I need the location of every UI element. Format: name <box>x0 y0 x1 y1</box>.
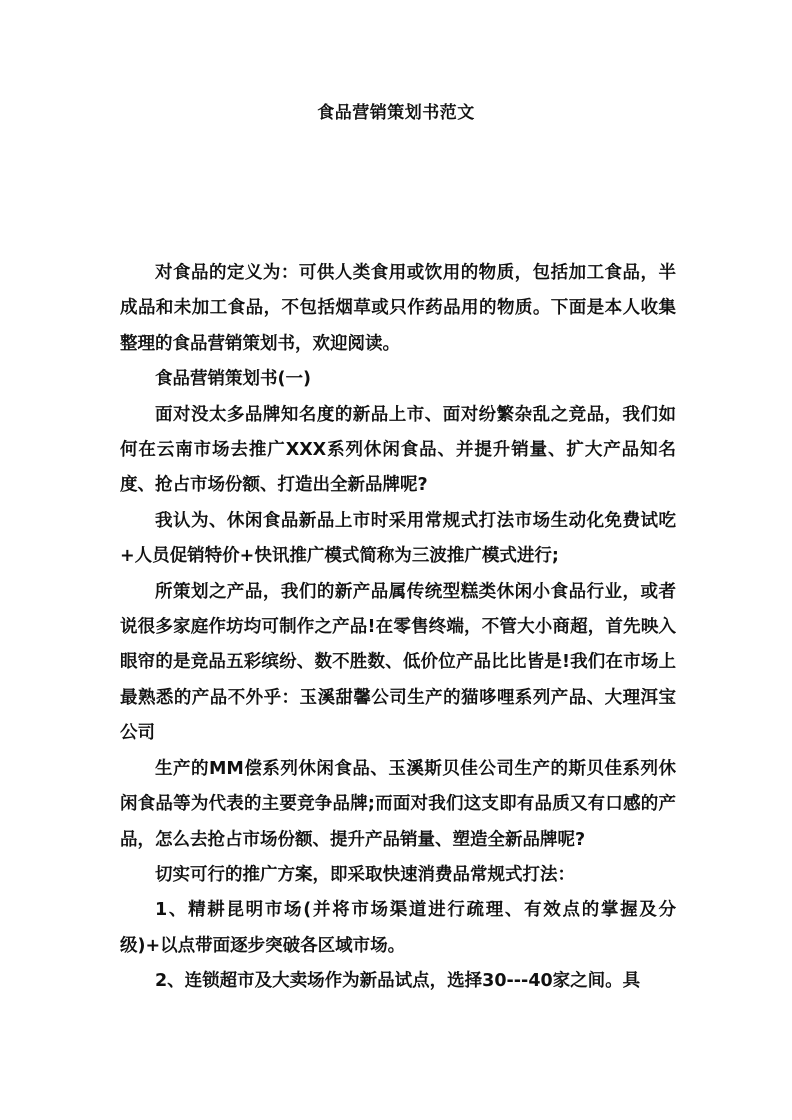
document-body <box>120 256 676 1000</box>
paragraph-strategy: 我认为、休闲食品新品上市时采用常规式打法市场生动化免费试吃+人员促销特价+快讯推广模式简称为三波推广模式进行; <box>120 510 676 567</box>
document-title: 食品营销策划书范文 <box>317 103 475 123</box>
paragraph-plan-item-2: 2、连锁超市及大卖场作为新品试点，选择30---40家之间。具 <box>155 971 641 992</box>
paragraph-competitors: 生产的MM偿系列休闲食品、玉溪斯贝佳公司生产的斯贝佳系列休闲食品等为代表的主要竞争品牌;而面对我们这支即有品质又有口感的产品，怎么去抢占市场份额、提升产品销量、塑造全新品牌呢? <box>120 758 676 850</box>
paragraph-plan-item-1: 1、精耕昆明市场(并将市场渠道进行疏理、有效点的掌握及分级)+以点带面逐步突破各区域市场。 <box>120 900 676 956</box>
paragraph-question: 面对没太多品牌知名度的新品上市、面对纷繁杂乱之竞品，我们如何在云南市场去推广XXX系列休闲食品、并提升销量、扩大产品知名度、抢占市场份额、打造出全新品牌呢? <box>120 404 676 496</box>
paragraph-section-heading: 食品营销策划书(一) <box>155 369 311 390</box>
paragraph-intro: 对食品的定义为：可供人类食用或饮用的物质，包括加工食品，半成品和未加工食品，不包括烟草或只作药品用的物质。下面是本人收集整理的食品营销策划书，欢迎阅读。 <box>120 263 676 354</box>
paragraph-plan-intro: 切实可行的推广方案，即采取快速消费品常规式打法： <box>155 864 575 885</box>
paragraph-product: 所策划之产品，我们的新产品属传统型糕类休闲小食品行业，或者说很多家庭作坊均可制作之产品!在零售终端，不管大小商超，首先映入眼帘的是竞品五彩缤纷、数不胜数、低价位产品比比皆是!我们在市场上最熟悉的产品不外乎：玉溪甜馨公司生产的猫哆哩系列产品、大理洱宝公司 <box>120 581 676 744</box>
